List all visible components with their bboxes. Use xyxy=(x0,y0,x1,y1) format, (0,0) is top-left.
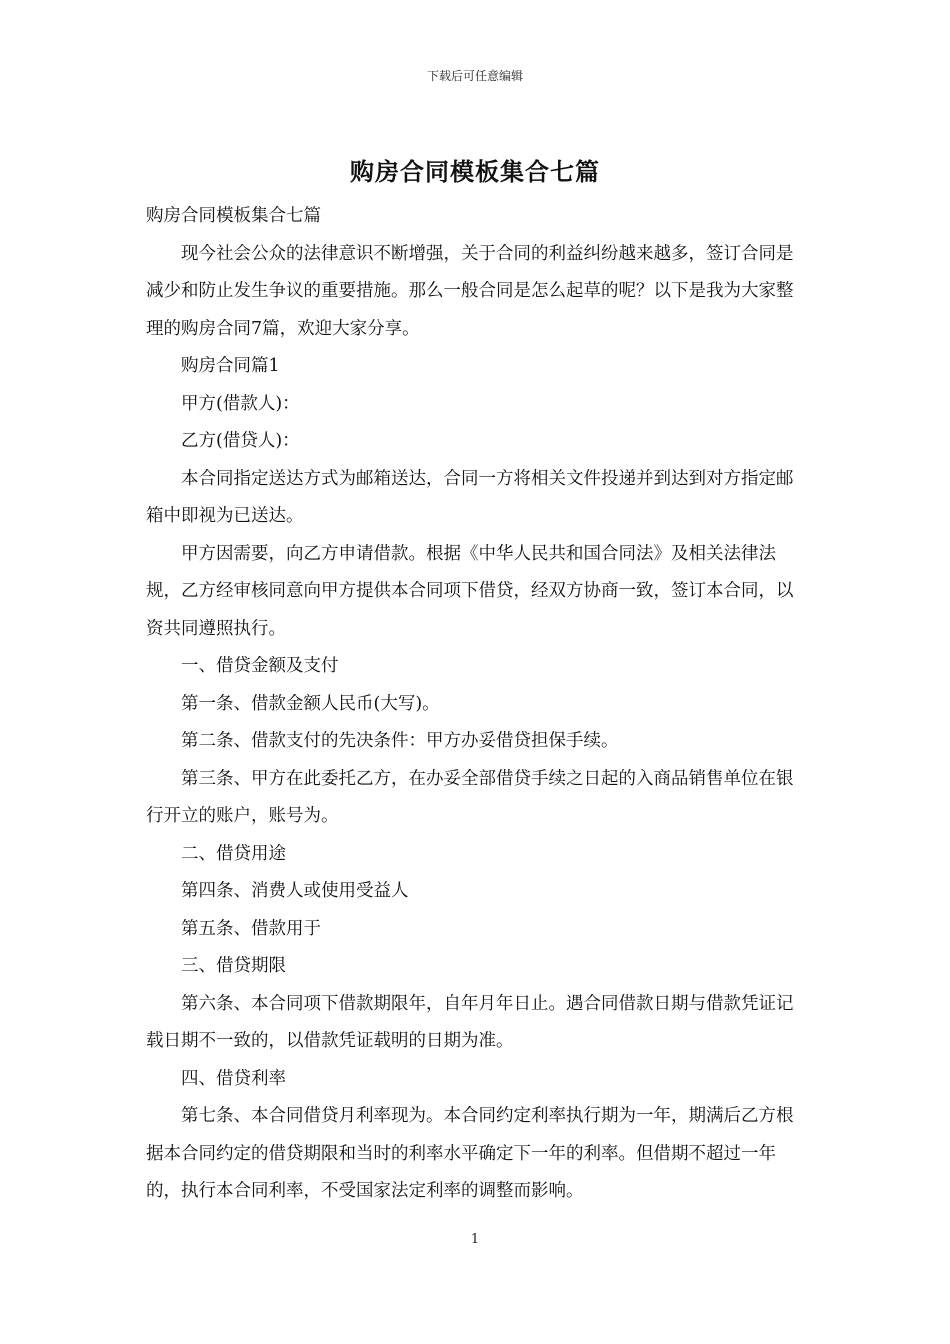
paragraph: 甲方因需要，向乙方申请借款。根据《中华人民共和国合同法》及相关法律法规，乙方经审核同意向甲方提供本合同项下借贷，经双方协商一致，签订本合同，以资共同遵照执行。 xyxy=(146,543,794,639)
document-title: 购房合同模板集合七篇 xyxy=(350,157,600,186)
section-heading: 一、借贷金额及支付 xyxy=(181,656,339,676)
paragraph: 本合同指定送达方式为邮箱送达，合同一方将相关文件投递并到达到对方指定邮箱中即视为已送达。 xyxy=(146,468,794,526)
paragraph: 第三条、甲方在此委托乙方，在办妥全部借贷手续之日起的入商品销售单位在银行开立的账户，账号为。 xyxy=(146,768,794,826)
paragraph: 第四条、消费人或使用受益人 xyxy=(181,881,409,901)
section-heading: 四、借贷利率 xyxy=(181,1068,286,1089)
paragraph: 第一条、借款金额人民币(大写)。 xyxy=(181,693,440,714)
paragraph: 购房合同篇1 xyxy=(181,356,280,376)
paragraph: 第七条、本合同借贷月利率现为。本合同约定利率执行期为一年，期满后乙方根据本合同约定的借贷期限和当时的利率水平确定下一年的利率。但借期不超过一年的，执行本合同利率，不受国家法定利率的调整而影响。 xyxy=(146,1106,794,1201)
section-heading: 三、借贷期限 xyxy=(181,956,286,976)
paragraph: 甲方(借款人)： xyxy=(181,393,300,414)
page-header: 下载后可任意编辑 xyxy=(426,69,523,83)
paragraph: 现今社会公众的法律意识不断增强，关于合同的利益纠纷越来越多，签订合同是减少和防止发生争议的重要措施。那么一般合同是怎么起草的呢？以下是我为大家整理的购房合同7篇，欢迎大家分享。 xyxy=(146,243,794,339)
paragraph: 第二条、借款支付的先决条件：甲方办妥借贷担保手续。 xyxy=(181,731,619,751)
paragraph: 第五条、借款用于 xyxy=(181,918,321,939)
paragraph: 购房合同模板集合七篇 xyxy=(146,206,321,226)
paragraph: 乙方(借贷人)： xyxy=(181,431,300,451)
document-body xyxy=(146,198,806,1211)
paragraph: 第六条、本合同项下借款期限年，自年月年日止。遇合同借款日期与借款凭证记载日期不一致的，以借款凭证载明的日期为准。 xyxy=(146,993,794,1051)
section-heading: 二、借贷用途 xyxy=(181,843,286,864)
page-number: 1 xyxy=(470,1232,480,1247)
